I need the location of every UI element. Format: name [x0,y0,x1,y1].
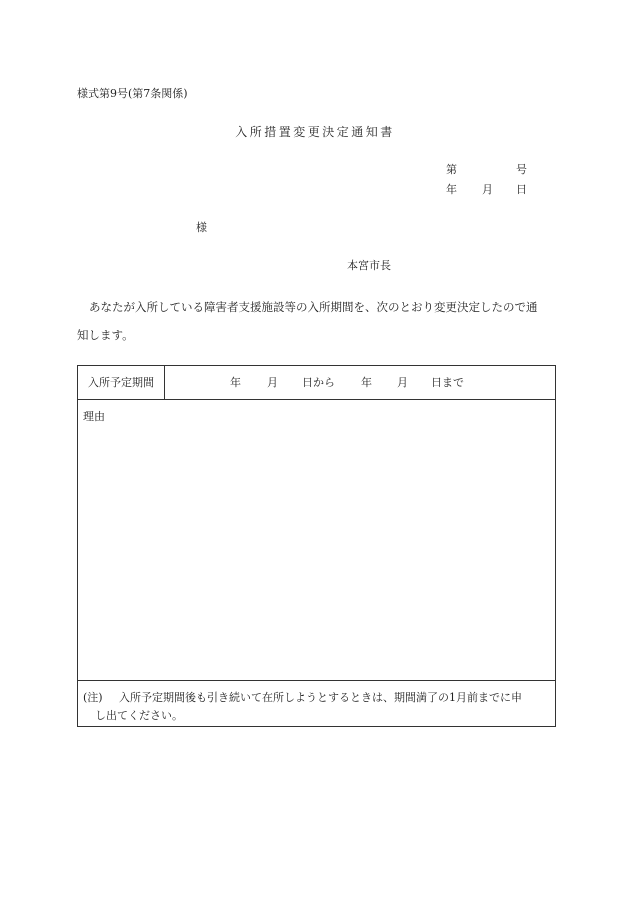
date-year-label: 年 [446,183,457,196]
document-title: 入所措置変更決定通知書 [235,125,395,139]
addressee-honorific: 様 [196,221,207,234]
date-month-label: 月 [482,183,493,196]
body-text-line-1: あなたが入所している障害者支援施設等の入所期間を、次のとおり変更決定したので通 [89,300,538,314]
period-to-month: 月 [397,376,408,389]
period-from-month: 月 [267,376,278,389]
period-label: 入所予定期間 [78,366,165,399]
note-text-line-1: 入所予定期間後も引き続いて在所しようとするときは、期間満了の1月前までに申 [119,691,522,704]
note-prefix: (注) [83,691,103,704]
note-text-line-2: し出てください。 [95,709,183,722]
note-row [78,681,555,726]
date-day-label: 日 [516,183,527,196]
document-number-prefix: 第 [446,163,457,176]
notice-table [77,365,556,727]
issuer-name: 本宮市長 [347,259,391,272]
period-from-day: 日から [302,376,335,389]
period-from-year: 年 [230,376,241,389]
form-number: 様式第9号(第7条関係) [77,87,188,100]
reason-row [78,400,555,681]
period-to-year: 年 [361,376,372,389]
period-row [78,366,555,400]
reason-label: 理由 [83,410,105,423]
document-number-suffix: 号 [516,163,527,176]
body-text-line-2: 知します。 [77,328,134,342]
period-to-day: 日まで [431,376,464,389]
